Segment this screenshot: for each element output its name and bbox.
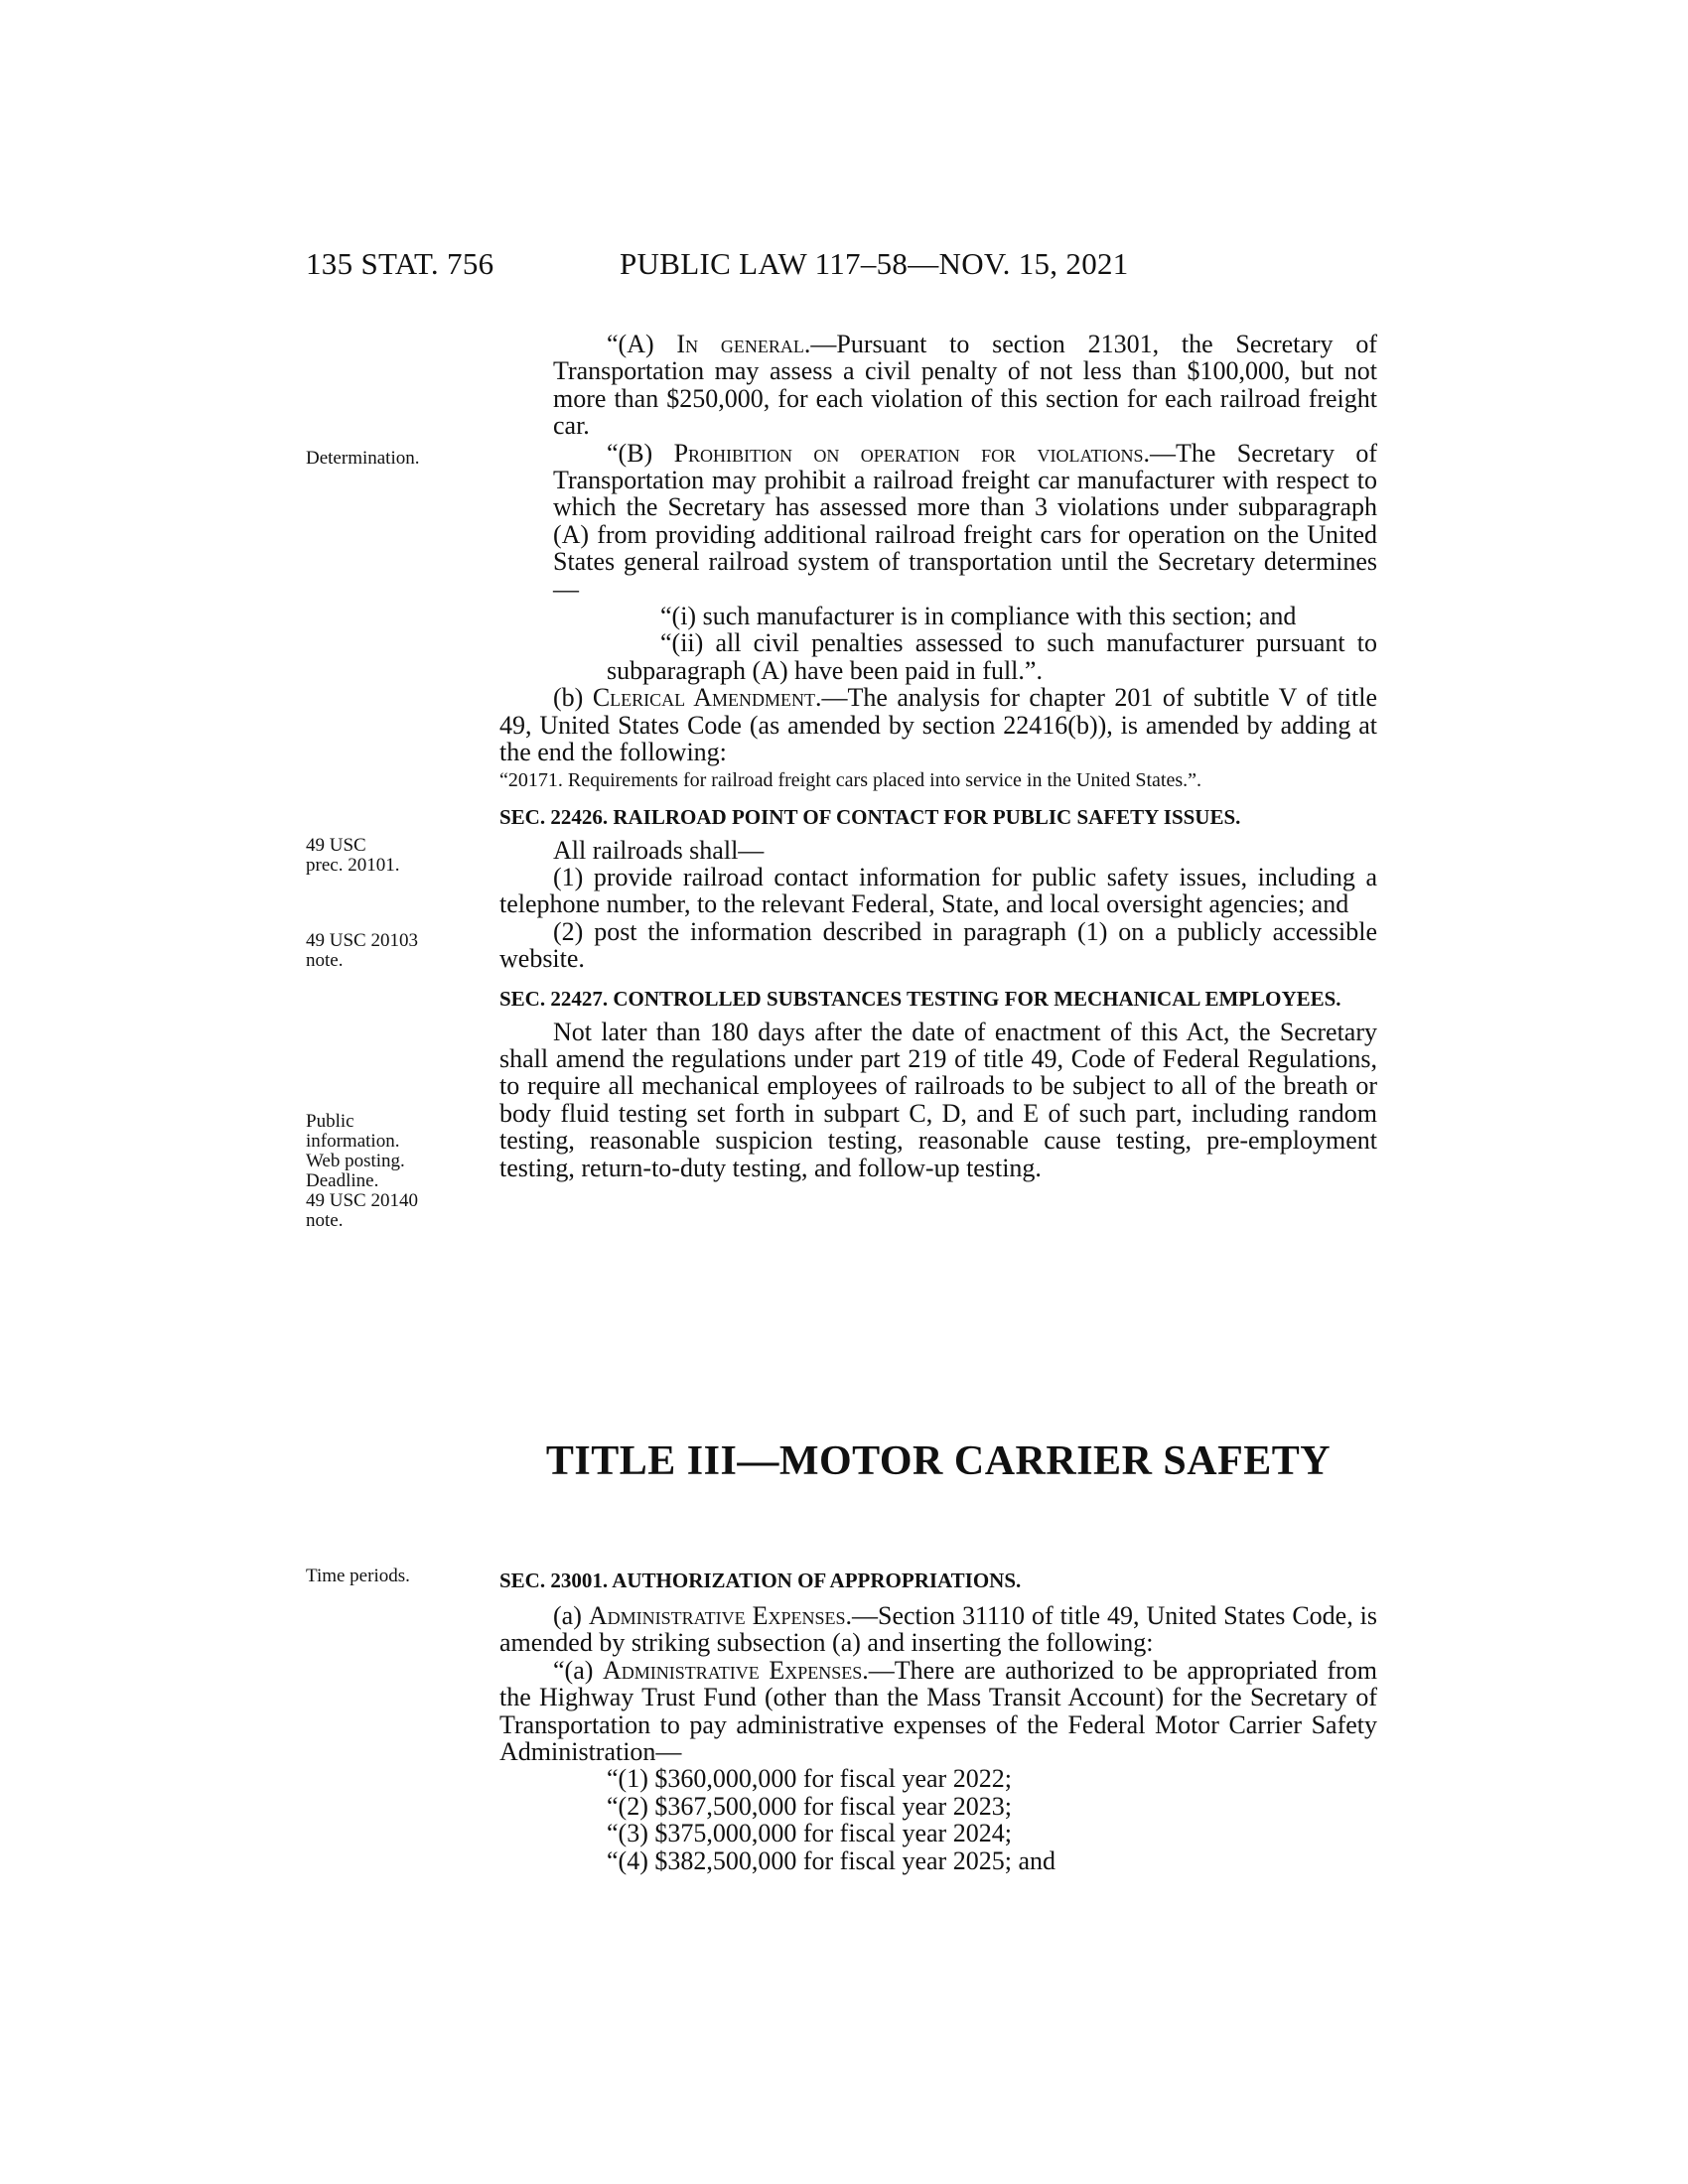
running-head: PUBLIC LAW 117–58—NOV. 15, 2021 — [620, 246, 1129, 281]
subparagraph-a: “(A) In general.—Pursuant to section 21301, the Secretary of Transportation may assess a civil penalty of not less than $100,000, but not more than $250,000, for each violation of this section for each railroad freight car. — [553, 330, 1377, 441]
margin-note-usc-20103: 49 USC 20103 note. — [306, 930, 418, 971]
appropriation-item: “(4) $382,500,000 for fiscal year 2025; and — [607, 1845, 1055, 1875]
title-iii-heading: TITLE III—MOTOR CARRIER SAFETY — [545, 1438, 1332, 1484]
section-22427-text: Not later than 180 days after the date of enactment of this Act, the Secretary shall amend the regulations under part 219 of title 49, Code of Federal Regulations, to require all mechanical employees of railroads to be subject to all of the breath or body fluid testing set forth in subpart C, D, and E of such part, including random testing, reasonable suspicion testing, reasonable cause testing, pre-employment testing, return-to-duty testing, and follow-up testing. — [499, 1017, 1377, 1182]
clause-ii: “(ii) all civil penalties assessed to such manufacturer pursuant to subparagraph (A) have been paid in full.”. — [607, 628, 1377, 685]
appropriation-item: “(1) $360,000,000 for fiscal year 2022; — [607, 1764, 1012, 1794]
section-22426-heading: SEC. 22426. RAILROAD POINT OF CONTACT FOR PUBLIC SAFETY ISSUES. — [499, 804, 1241, 829]
margin-note-usc-prec: 49 USC prec. 20101. — [306, 835, 400, 876]
subparagraph-b: “(B) Prohibition on operation for violations.—The Secretary of Transportation may prohibit a railroad freight car manufacturer with respect to which the Secretary has assessed more than 3 violations under subparagraph (A) from providing additional railroad freight cars for operation on the United States general railroad system of transportation until the Secretary determines— — [553, 438, 1377, 604]
clerical-amendment: (b) Clerical Amendment.—The analysis for chapter 201 of subtitle V of title 49, United States Code (as amended by section 22416(b)), is amended by adding at the end the following: — [499, 683, 1377, 767]
page-stat-number: 135 STAT. 756 — [306, 246, 494, 281]
margin-note-determination: Determination. — [306, 448, 420, 469]
section-22426-intro: All railroads shall— — [553, 835, 765, 865]
section-22426-para-1: (1) provide railroad contact information for public safety issues, including a telephone number, to the relevant Federal, State, and local oversight agencies; and — [499, 862, 1377, 919]
analysis-entry: “20171. Requirements for railroad freight cars placed into service in the United States.”. — [499, 768, 1201, 791]
appropriation-item: “(2) $367,500,000 for fiscal year 2023; — [607, 1791, 1012, 1821]
statute-body-upper — [499, 331, 1377, 1181]
margin-note-public-information: Public information. Web posting. Deadline. 49 USC 20140 note. — [306, 1111, 418, 1231]
statute-body-lower — [499, 1569, 1377, 1874]
section-23001-heading: SEC. 23001. AUTHORIZATION OF APPROPRIATIONS. — [499, 1569, 1022, 1592]
margin-note-time-periods: Time periods. — [306, 1566, 410, 1586]
section-23001-a: (a) Administrative Expenses.—Section 31110 of title 49, United States Code, is amended by striking subsection (a) and inserting the following: — [499, 1601, 1378, 1658]
appropriation-item: “(3) $375,000,000 for fiscal year 2024; — [607, 1819, 1012, 1848]
section-22426-para-2: (2) post the information described in paragraph (1) on a publicly accessible website. — [499, 916, 1377, 974]
clause-i: “(i) such manufacturer is in compliance with this section; and — [660, 602, 1297, 631]
section-22427-heading: SEC. 22427. CONTROLLED SUBSTANCES TESTING FOR MECHANICAL EMPLOYEES. — [499, 986, 1341, 1011]
section-23001-quoted-a: “(a) Administrative Expenses.—There are authorized to be appropriated from the Highway Trust Fund (other than the Mass Transit Account) for the Secretary of Transportation to pay administrative expenses of the Federal Motor Carrier Safety Administration— — [499, 1655, 1377, 1767]
